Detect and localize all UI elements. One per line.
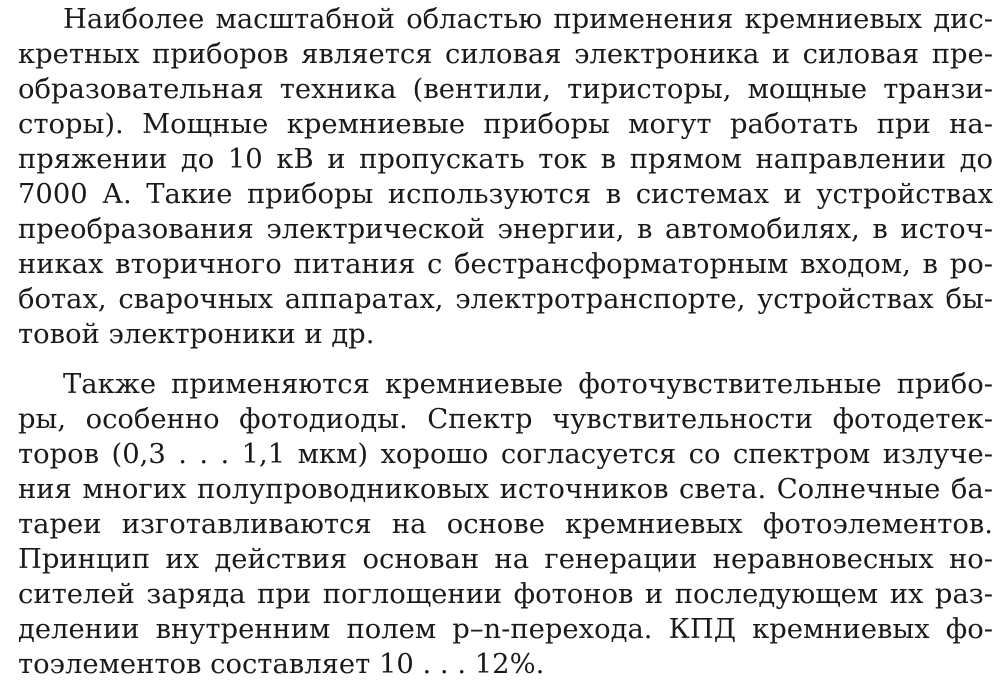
text-line: пряжении до 10 кВ и пропускать ток в прямом направлении до bbox=[18, 144, 993, 175]
text-line: тареи изготавливаются на основе кремниевых фотоэлементов. bbox=[18, 509, 993, 540]
text-line: торов (0,3 . . . 1,1 мкм) хорошо согласуется со спектром излуче- bbox=[18, 439, 993, 470]
text-line: сителей заряда при поглощении фотонов и последующем их раз- bbox=[18, 579, 993, 610]
text-line: ния многих полупроводниковых источников света. Солнечные ба- bbox=[18, 474, 993, 505]
text-line: 7000 А. Такие приборы используются в системах и устройствах bbox=[18, 179, 993, 210]
text-line: сторы). Мощные кремниевые приборы могут работать при на- bbox=[18, 109, 993, 140]
text-line: кретных приборов является силовая электроника и силовая пре- bbox=[18, 39, 993, 70]
text-line: никах вторичного питания с бестрансформаторным входом, в ро- bbox=[18, 249, 993, 280]
text-line: Также применяются кремниевые фоточувствительные прибо- bbox=[63, 369, 993, 400]
text-line: тоэлементов составляет 10 . . . 12%. bbox=[18, 649, 545, 680]
text-line: образовательная техника (вентили, тиристоры, мощные транзи- bbox=[18, 74, 993, 105]
text-line: Наиболее масштабной областью применения кремниевых дис- bbox=[63, 4, 993, 35]
text-line: Принцип их действия основан на генерации неравновесных но- bbox=[18, 544, 993, 575]
text-line: ботах, сварочных аппаратах, электротранспорте, устройствах бы- bbox=[18, 284, 993, 315]
text-line: делении внутренним полем p–n-перехода. КПД кремниевых фо- bbox=[18, 614, 993, 645]
text-line: преобразования электрической энергии, в автомобилях, в источ- bbox=[18, 214, 993, 245]
text-line: ры, особенно фотодиоды. Спектр чувствительности фотодетек- bbox=[18, 404, 993, 435]
text-line: товой электроники и др. bbox=[18, 319, 375, 350]
